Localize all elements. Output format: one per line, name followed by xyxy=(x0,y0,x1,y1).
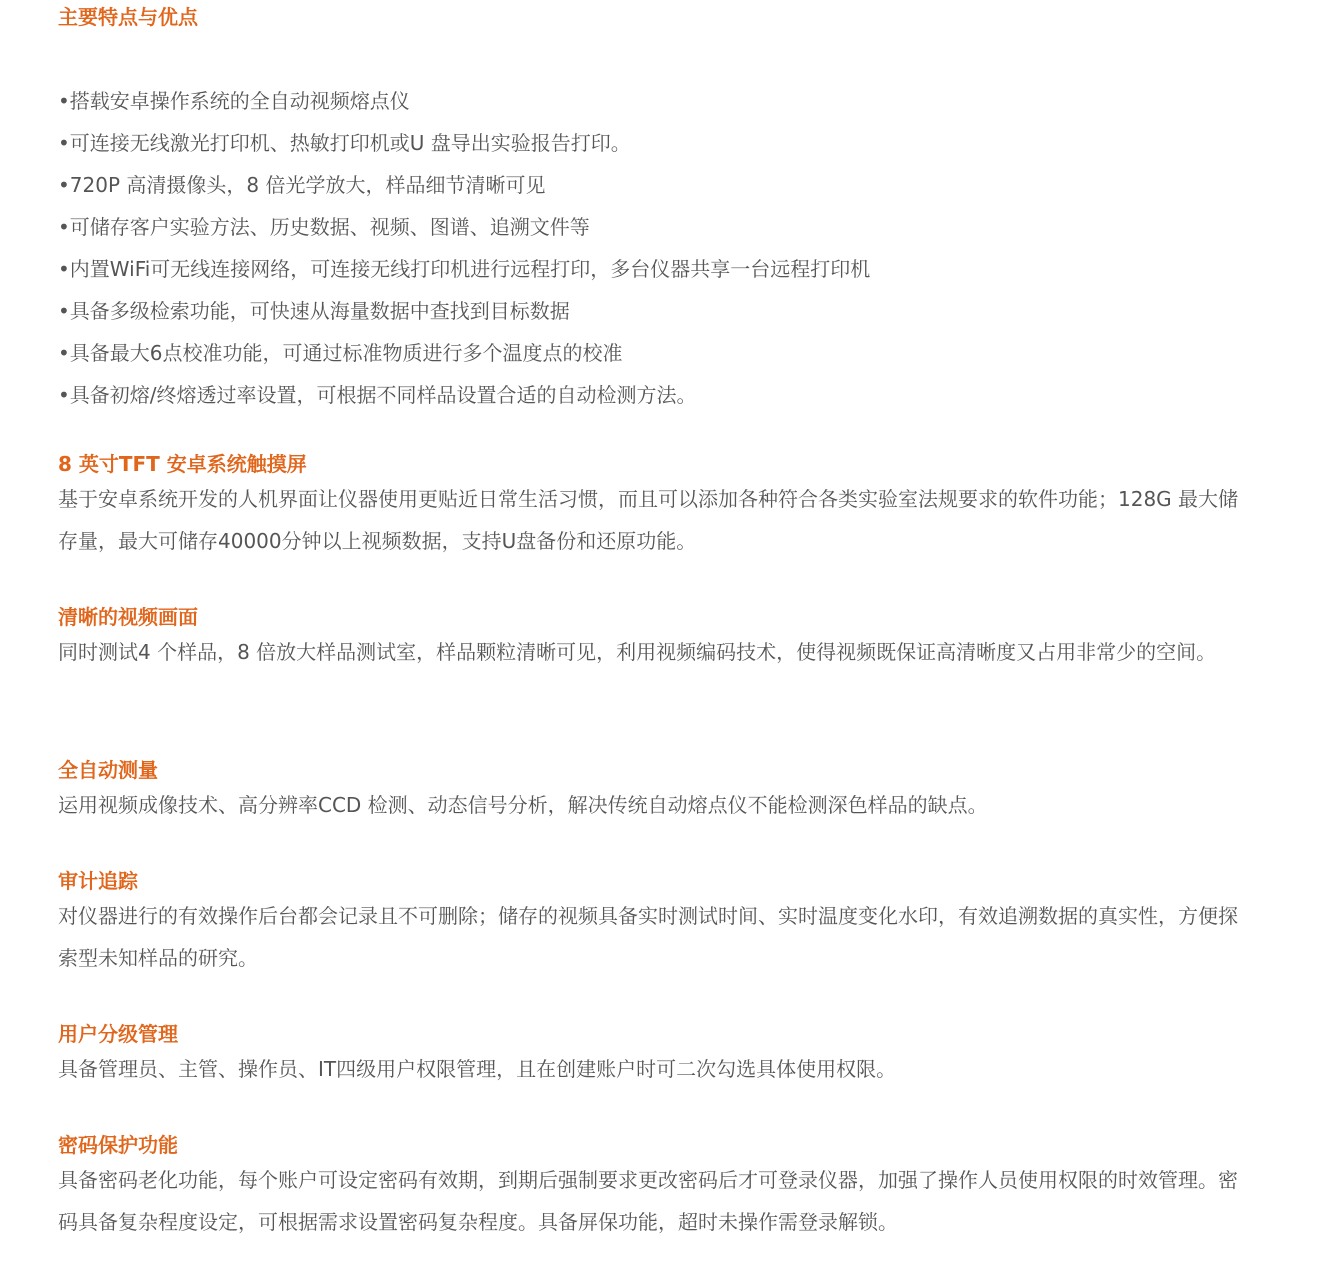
section-video xyxy=(58,603,1257,673)
feature-item: •720P 高清摄像头，8 倍光学放大，样品细节清晰可见 xyxy=(58,173,546,197)
feature-item: •内置WiFi可无线连接网络，可连接无线打印机进行远程打印，多台仪器共享一台远程打印机 xyxy=(58,257,871,281)
section-heading: 全自动测量 xyxy=(58,758,158,782)
feature-item: •可连接无线激光打印机、热敏打印机或U 盘导出实验报告打印。 xyxy=(58,131,631,155)
section-text: 对仪器进行的有效操作后台都会记录且不可删除；储存的视频具备实时测试时间、实时温度变化水印，有效追溯数据的真实性，方便探索型未知样品的研究。 xyxy=(58,904,1238,970)
section-text: 基于安卓系统开发的人机界面让仪器使用更贴近日常生活习惯，而且可以添加各种符合各类实验室法规要求的软件功能；128G 最大储存量，最大可储存40000分钟以上视频数据，支持U盘备份和还原功能。 xyxy=(58,487,1239,553)
feature-item: •搭载安卓操作系统的全自动视频熔点仪 xyxy=(58,89,410,113)
section-touchscreen xyxy=(58,450,1257,562)
section-text: 具备密码老化功能，每个账户可设定密码有效期，到期后强制要求更改密码后才可登录仪器，加强了操作人员使用权限的时效管理。密码具备复杂程度设定，可根据需求设置密码复杂程度。具备屏保功能，超时未操作需登录解锁。 xyxy=(58,1168,1238,1234)
section-heading: 审计追踪 xyxy=(58,869,138,893)
feature-item: •具备最大6点校准功能，可通过标准物质进行多个温度点的校准 xyxy=(58,341,623,365)
section-audit-trail xyxy=(58,867,1257,979)
features-section xyxy=(58,3,198,31)
section-auto-measure xyxy=(58,756,1257,826)
features-heading: 主要特点与优点 xyxy=(58,5,198,29)
features-list xyxy=(58,80,870,416)
section-heading: 密码保护功能 xyxy=(58,1133,178,1157)
section-heading: 8 英寸TFT 安卓系统触摸屏 xyxy=(58,452,307,476)
section-heading: 清晰的视频画面 xyxy=(58,605,198,629)
section-text: 具备管理员、主管、操作员、IT四级用户权限管理，且在创建账户时可二次勾选具体使用权限。 xyxy=(58,1057,897,1081)
feature-item: •可储存客户实验方法、历史数据、视频、图谱、追溯文件等 xyxy=(58,215,590,239)
feature-item: •具备多级检索功能，可快速从海量数据中查找到目标数据 xyxy=(58,299,570,323)
section-text: 同时测试4 个样品，8 倍放大样品测试室，样品颗粒清晰可见，利用视频编码技术，使得视频既保证高清晰度又占用非常少的空间。 xyxy=(58,640,1217,664)
feature-item: •具备初熔/终熔透过率设置，可根据不同样品设置合适的自动检测方法。 xyxy=(58,383,697,407)
section-user-levels xyxy=(58,1020,1257,1090)
section-heading: 用户分级管理 xyxy=(58,1022,178,1046)
section-password-protection xyxy=(58,1131,1257,1243)
section-text: 运用视频成像技术、高分辨率CCD 检测、动态信号分析，解决传统自动熔点仪不能检测深色样品的缺点。 xyxy=(58,793,988,817)
